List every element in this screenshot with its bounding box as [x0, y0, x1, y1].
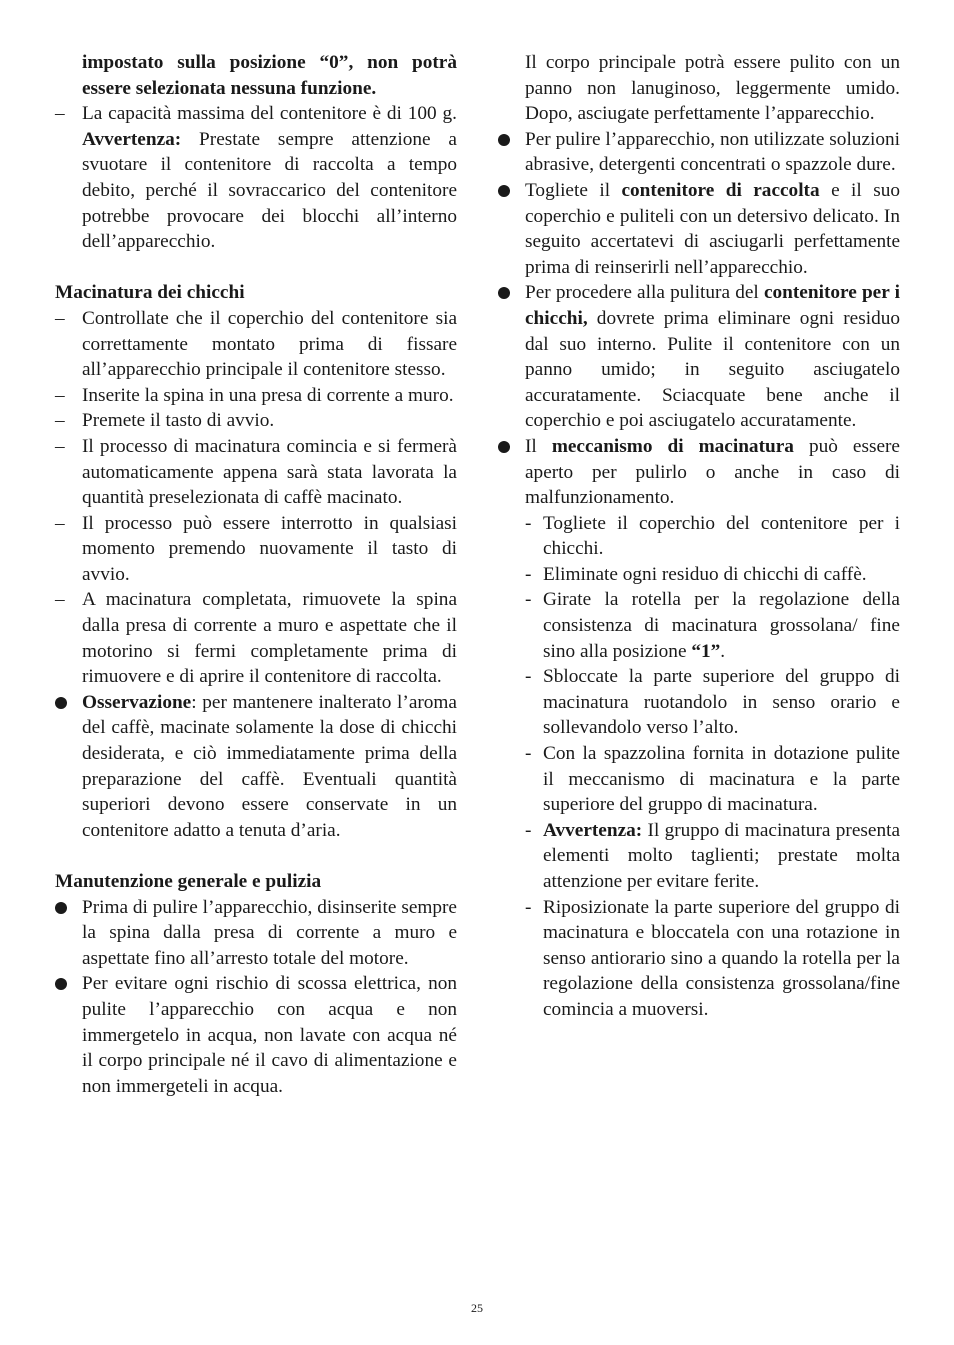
maintenance-item: Per procedere alla pulitura del contenitore per i chicchi, dovrete prima eliminare ogni residuo dal suo interno. Pulite il contenitore con un panno umido; in seguito asciugatelo accuratamente. Sciacquate bene anche il coperchio e poi asciugatelo accuratamente.	[498, 280, 900, 434]
maintenance-item: Prima di pulire l’apparecchio, disinserite sempre la spina dalla presa di corrente a muro e aspettate fino all’arresto totale del motore.	[55, 895, 457, 972]
maintenance-item: Per pulire l’apparecchio, non utilizzate soluzioni abrasive, detergenti concentrati o spazzole dure.	[498, 127, 900, 178]
hyphen-marker: -	[525, 896, 532, 918]
sub-step-item: - Togliete il coperchio del contenitore per i chicchi.	[525, 512, 900, 560]
sub-step-item: - Eliminate ogni residuo di chicchi di caffè.	[498, 562, 900, 588]
dash-marker: –	[55, 512, 65, 534]
bullet-icon	[55, 902, 67, 914]
continued-paragraph: Il corpo principale potrà essere pulito con un panno non lanuginoso, leggermente umido. Dopo, asciugate perfettamente l’apparecchio.	[525, 52, 900, 125]
bullet-icon	[498, 134, 510, 146]
dash-marker: –	[55, 410, 65, 432]
dash-marker: –	[55, 435, 65, 457]
left-column	[55, 50, 457, 1099]
step-item: – Il processo di macinatura comincia e si fermerà automaticamente appena sarà stata lavorata la quantità preselezionata di caffè macinato.	[55, 435, 457, 509]
capacity-item: – La capacità massima del contenitore è di 100 g. Avvertenza: Prestate sempre attenzione a svuotare il contenitore di raccolta a tempo debito, perché il sovraccarico del contenitore potrebbe provocare dei blocchi all’interno dell’apparecchio.	[55, 103, 457, 253]
dash-marker: –	[55, 384, 65, 406]
page-number: 25	[471, 1301, 483, 1315]
bullet-icon	[55, 978, 67, 990]
hyphen-marker: -	[525, 666, 532, 688]
sub-step-item: - Con la spazzolina fornita in dotazione pulite il meccanismo di macinatura e la parte superiore del gruppo di macinatura.	[525, 743, 900, 816]
step-item: – Inserite la spina in una presa di corrente a muro.	[55, 383, 457, 409]
hyphen-marker: -	[525, 819, 532, 841]
step-item: – Controllate che il coperchio del contenitore sia correttamente montato prima di fissare all’apparecchio principale il contenitore stesso.	[55, 307, 457, 381]
sub-step-item: - Avvertenza: Il gruppo di macinatura presenta elementi molto taglienti; prestate molta attenzione per evitare ferite.	[525, 819, 901, 892]
section-heading-maintenance: Manutenzione generale e pulizia	[55, 871, 322, 892]
step-item: – Premete il tasto di avvio.	[55, 408, 457, 434]
bullet-icon	[498, 287, 510, 299]
hyphen-marker: -	[525, 589, 532, 611]
observation-item: Osservazione: per mantenere inalterato l’aroma del caffè, macinate solamente la dose di chicchi desiderata, e ciò immediatamente prima della preparazione del caffè. Eventuali quantità superiori devono essere conservate in un contenitore adatto a tenuta d’aria.	[55, 690, 457, 844]
section-heading-grinding: Macinatura dei chicchi	[55, 282, 245, 304]
sub-step-item: - Girate la rotella per la regolazione della consistenza di macinatura grossolana/ fine sino alla posizione “1”.	[525, 589, 900, 662]
step-item: – A macinatura completata, rimuovete la spina dalla presa di corrente a muro e aspettate che il motorino si fermi completamente prima di rimuovere e di aprire il contenitore di raccolta.	[55, 589, 457, 688]
sub-step-item: - Sbloccate la parte superiore del gruppo di macinatura ruotandolo in senso orario e sollevandolo verso l’alto.	[525, 666, 900, 739]
hyphen-marker: -	[525, 743, 532, 765]
dash-marker: –	[55, 307, 65, 329]
dash-marker: –	[55, 589, 65, 611]
bullet-icon	[498, 441, 510, 453]
bullet-icon	[498, 185, 510, 197]
maintenance-item: Togliete il contenitore di raccolta e il suo coperchio e puliteli con un detersivo delicato. In seguito accertatevi di asciugarli perfettamente prima di reinserirli nell’apparecchio.	[498, 178, 900, 280]
bullet-icon	[55, 697, 67, 709]
right-column	[498, 50, 900, 1023]
sub-step-item: - Riposizionate la parte superiore del gruppo di macinatura e bloccatela con una rotazione in senso antiorario sino a quando la rotella per la regolazione della consistenza grossolana/fine comincia a muoversi.	[525, 896, 900, 1020]
maintenance-item: Il meccanismo di macinatura può essere aperto per pulirlo o anche in caso di malfunzionamento.	[498, 434, 900, 511]
step-item: – Il processo può essere interrotto in qualsiasi momento premendo nuovamente il tasto di avvio.	[55, 512, 457, 585]
dash-marker: –	[55, 103, 65, 125]
hyphen-marker: -	[525, 563, 532, 585]
intro-warning: impostato sulla posizione “0”, non potrà essere selezionata nessuna funzione.	[82, 52, 457, 99]
maintenance-item: Per evitare ogni rischio di scossa elettrica, non pulite l’apparecchio con acqua e non immergetelo in acqua, non lavate con acqua né il corpo principale né il cavo di alimentazione e non immergeteli in acqua.	[55, 971, 457, 1099]
hyphen-marker: -	[525, 512, 532, 534]
